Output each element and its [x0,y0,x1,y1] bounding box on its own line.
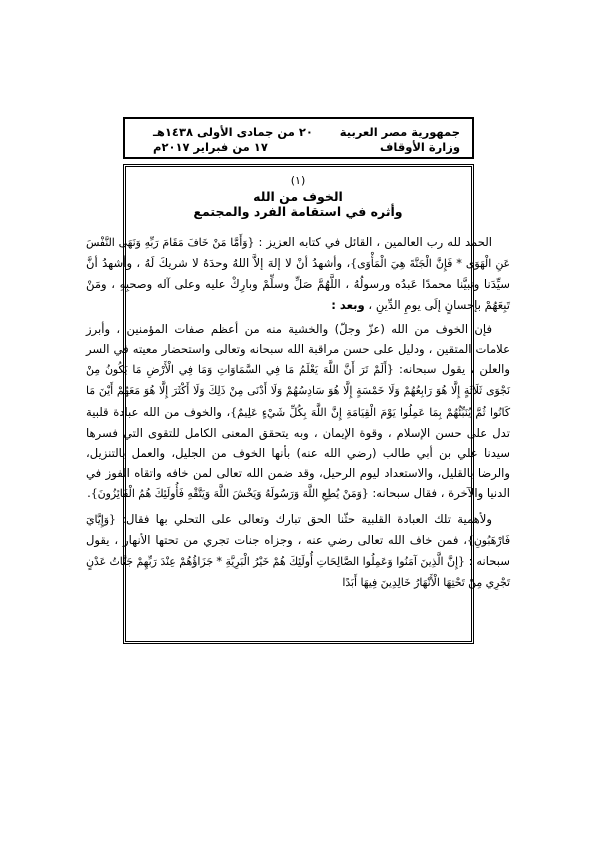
body-text: الحمد لله رب العالمين ، القائل في كتابه العزيز : [254,235,492,249]
quran-verse: {أَلَمْ تَرَ أَنَّ اللَّهَ يَعْلَمُ مَا فِي السَّمَاوَاتِ وَمَا فِي الْأَرْضِ مَا يَكُونُ مِنْ نَجْوَى ثَلَاثَةٍ إِلَّا هُوَ رَابِعُهُمْ وَلَا خَمْسَةٍ إِلَّا هُوَ سَادِسُهُمْ وَلَا أَدْنَى مِنْ ذَلِكَ وَلَا أَكْثَرَ إِلَّا هُوَ مَعَهُمْ أَيْنَ مَا كَانُوا ثُمَّ يُنَبِّئُهُمْ بِمَا عَمِلُوا يَوْمَ الْقِيَامَةِ إِنَّ اللَّهَ بِكُلِّ شَيْءٍ عَلِيمٌ} [86,363,510,419]
body-text: ولأهمية تلك العبادة القلبية حثّنا الحق تبارك وتعالى على التحلي بها فقال: [115,511,492,526]
sermon-paragraphs [86,232,510,593]
body-text: فإن الخوف من الله (عزّ وجلّ) والخشية منه من أعظم صفات المؤمنين ، وأبرز علامات المتقين ، ودليل على حسن مراقبة الله سبحانه وتعالى واستحضار معيته في السر والعلن ، يقول سبحانه: [86,321,510,377]
sermon-number: (١) [290,174,306,187]
quran-verse: {وَإِيَّايَ فَارْهَبُونِ} [86,512,510,547]
hijri-date: ٢٠ من جمادى الأولى ١٤٣٨هـ [153,125,313,139]
body-text: . [87,486,91,501]
body-text: ، وأشهدُ أنْ لا إلهَ إلاَّ اللهُ وحدَهُ لا شريكَ لَهُ ، وأشهدُ أنَّ سيِّدَنا ونبيَّنا محمدًا عَبدُه ورسولُهُ ، اللَّهُمَّ صَلِّ وسلِّمْ وبارِكْ عليه وعلى آله وصحبِهِ ، ومَنْ تَبِعَهُمْ بإحسانٍ إلَى يومِ الدِّينِ ، [86,256,510,312]
ministry-name: وزارة الأوقاف [380,140,460,154]
paragraph [86,319,510,505]
paragraph [86,232,510,315]
body-text: ، والخوف من الله عبادة قلبية تدل على حسن الإسلام ، وقوة الإيمان ، وبه يتحقق المعنى الكامل للتقوى التي فسرها سيدنا علي بن أبي طالب (رضي الله عنه) بأنها الخوف من الجليل، والعمل بالتنزيل، والرضا بالقليل، والاستعداد ليوم الرحيل، وقد ضمن الله تعالى لمن خافه واتقاه الفوز في الدنيا والآخرة ، فقال سبحانه: [86,404,510,501]
sermon-body [86,174,510,644]
country-name: جمهورية مصر العربية [339,125,460,139]
header-box [123,117,474,159]
bold-text: وبعد : [331,297,365,312]
gregorian-date: ١٧ من فبراير ٢٠١٧م [153,140,268,154]
sermon-title: الخوف من الله [253,189,343,204]
quran-verse: {وَأَمَّا مَنْ خَافَ مَقَامَ رَبِّهِ وَنَهَى النَّفْسَ عَنِ الْهَوَى * فَإِنَّ الْجَنَّةَ هِيَ الْمَأْوَى} [86,236,510,271]
quran-verse: {وَمَنْ يُطِعِ اللَّهَ وَرَسُولَهُ وَيَخْشَ اللَّهَ وَيَتَّقْهِ فَأُولَئِكَ هُمُ الْفَائِزُونَ} [90,487,369,501]
quran-verse: {إِنَّ الَّذِينَ آمَنُوا وَعَمِلُوا الصَّالِحَاتِ أُولَئِكَ هُمْ خَيْرُ الْبَرِيَّةِ * جَزَاؤُهُمْ عِنْدَ رَبِّهِمْ جَنَّاتُ عَدْنٍ تَجْرِي مِنْ تَحْتِهَا الْأَنْهَارُ خَالِدِينَ فِيهَا أَبَدًا [86,555,510,590]
sermon-subtitle: وأثره في استقامة الفرد والمجتمع [193,204,403,219]
body-text: ، فمن خاف الله تعالى رضي عنه ، وجزاه جنات تجري من تحتها الأنهار ، يقول سبحانه : [86,532,511,569]
paragraph [86,509,510,594]
